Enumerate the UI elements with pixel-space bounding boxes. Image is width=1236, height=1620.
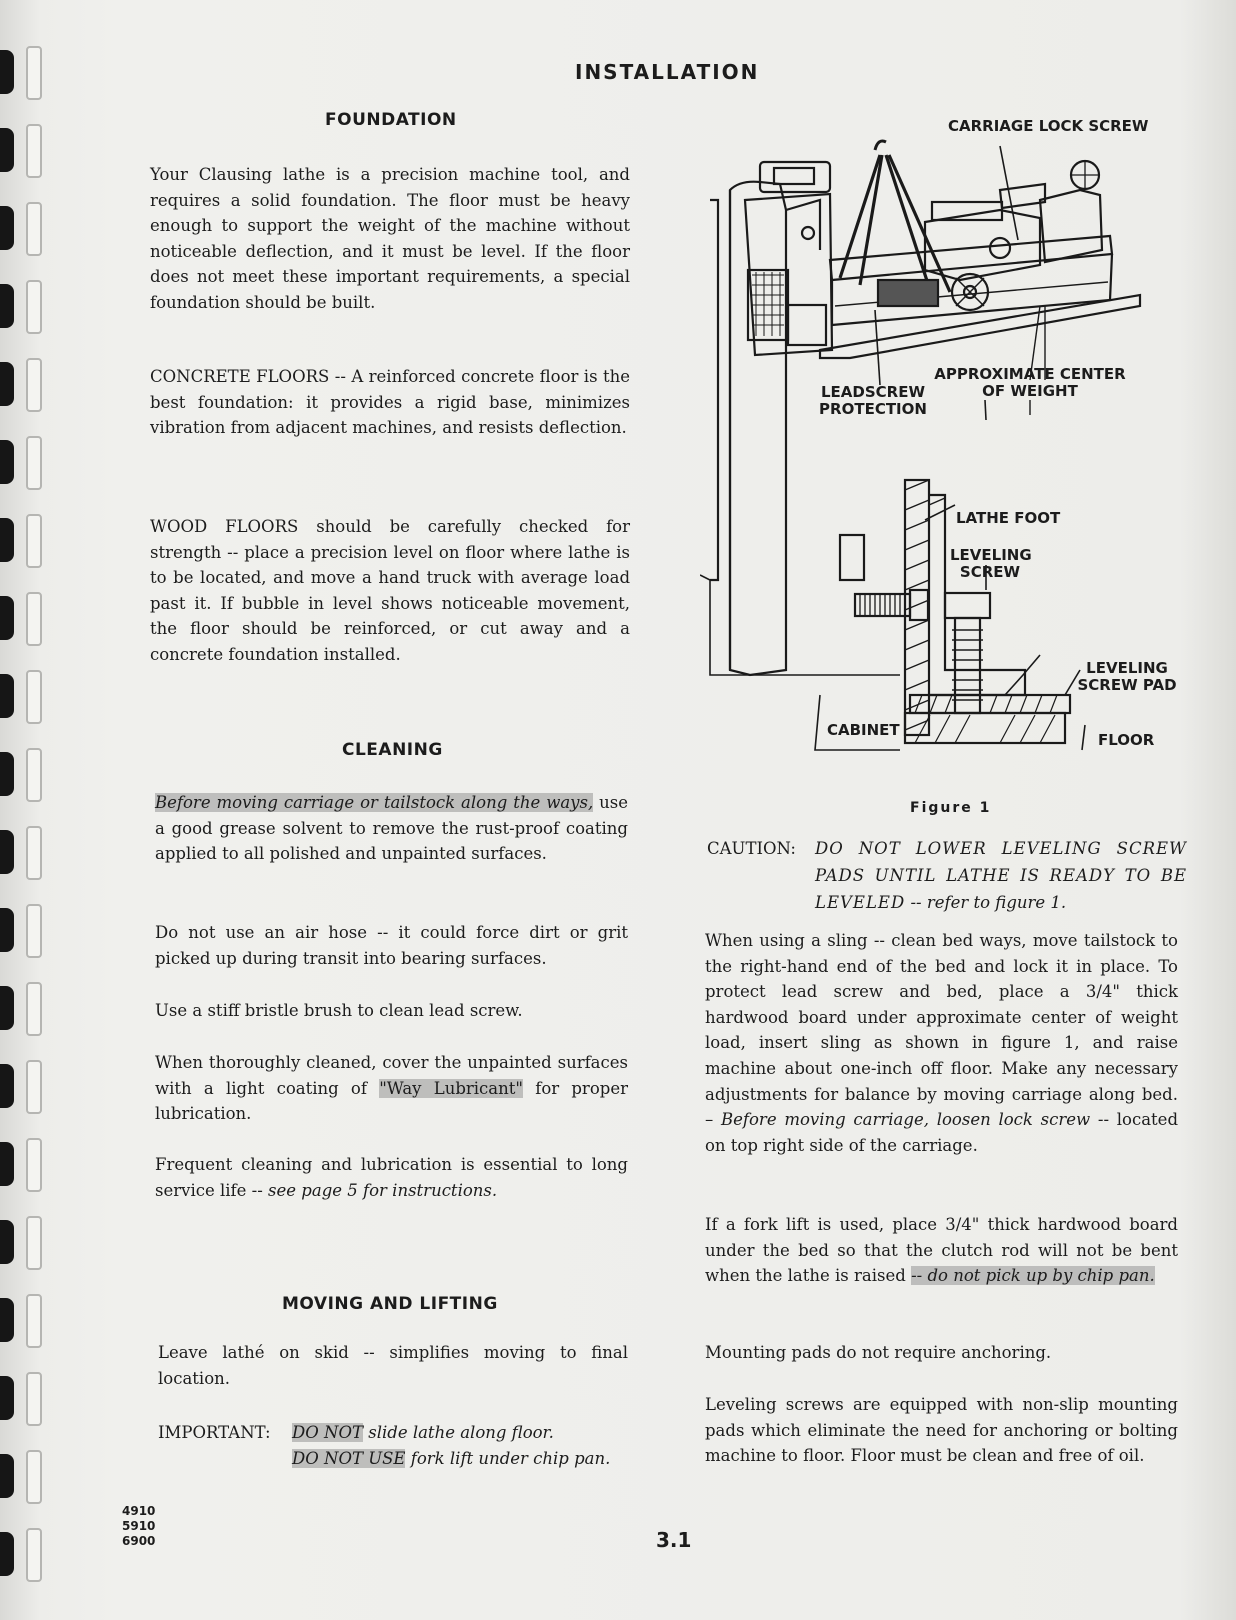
cleaning-p1-rest: use a good grease solvent to remove the rust-proof coating applied to all polished and unpainted surfaces. bbox=[155, 793, 629, 864]
binding-hole bbox=[0, 664, 46, 730]
concrete-floors-text: CONCRETE FLOORS -- A reinforced concrete floor is the best foundation: it provides a rigid base, minimizes vibration from adjacent machines, and resists deflection. bbox=[150, 367, 630, 438]
binding-hole bbox=[0, 586, 46, 652]
sling-text: When using a sling -- clean bed ways, move tailstock to the right-hand end of the bed and lock it in place. To protect lead screw and bed, place a 3/4" thick hardwood board under approximate center of weight load, insert sling as shown in figure 1, and raise machine about one-inch off floor. Make any necessary adjustments for balance by moving carriage along bed. – bbox=[705, 931, 1178, 1130]
important-note bbox=[158, 1420, 638, 1471]
fork-lift-text: If a fork lift is used, place 3/4" thick hardwood board under the bed so that the clutch rod will not be bent when the lathe is raised bbox=[705, 1215, 1178, 1286]
label-leveling-screw-pad: LEVELING SCREW PAD bbox=[1077, 659, 1177, 694]
cleaning-p4-start: When thoroughly cleaned, cover the unpainted surfaces with a light coating of bbox=[155, 1053, 628, 1098]
do-not-highlight: DO NOT bbox=[292, 1423, 363, 1442]
cleaning-p5-start: Frequent cleaning and lubrication is essential to long service life -- bbox=[155, 1155, 628, 1200]
moving-paragraph bbox=[158, 1340, 628, 1391]
label-cabinet: CABINET bbox=[827, 721, 900, 739]
page-number: 3.1 bbox=[656, 1528, 692, 1552]
binding-hole bbox=[0, 1288, 46, 1354]
caution-label: CAUTION: bbox=[707, 839, 796, 858]
binding-hole bbox=[0, 1522, 46, 1588]
way-lubricant-highlight: "Way Lubricant" bbox=[379, 1078, 523, 1098]
wood-floors-paragraph bbox=[150, 514, 630, 668]
binding-hole bbox=[0, 118, 46, 184]
cleaning-p2-text: Do not use an air hose -- it could force dirt or grit picked up during transit into bearing surfaces. bbox=[155, 923, 628, 968]
model-codes bbox=[122, 1504, 155, 1549]
mounting-paragraph bbox=[705, 1340, 1178, 1366]
important-label: IMPORTANT: bbox=[158, 1423, 271, 1442]
caution-ref: -- refer to figure 1. bbox=[905, 893, 1067, 912]
binding-hole bbox=[0, 1132, 46, 1198]
label-carriage-lock-screw: CARRIAGE LOCK SCREW bbox=[948, 117, 1149, 135]
model-code: 6900 bbox=[122, 1534, 156, 1548]
moving-heading: MOVING AND LIFTING bbox=[282, 1294, 498, 1314]
binding-hole bbox=[0, 742, 46, 808]
caution-text: DO NOT LOWER LEVELING SCREW PADS UNTIL LATHE IS READY TO BE LEVELED bbox=[815, 839, 1187, 912]
label-center-of-weight: APPROXIMATE CENTER OF WEIGHT bbox=[934, 365, 1126, 400]
fork-lift-paragraph bbox=[705, 1212, 1178, 1289]
highlighted-warning: Before moving carriage or tailstock along the ways, bbox=[155, 793, 594, 812]
binding-hole bbox=[0, 898, 46, 964]
binding-hole bbox=[0, 1366, 46, 1432]
cleaning-p3-text: Use a stiff bristle brush to clean lead screw. bbox=[155, 1001, 523, 1020]
binding-hole bbox=[0, 196, 46, 262]
sling-end: -- located on top right side of the carriage. bbox=[705, 1110, 1178, 1155]
label-lathe-foot: LATHE FOOT bbox=[956, 509, 1061, 527]
label-leveling-screw: LEVELING SCREW bbox=[950, 546, 1032, 581]
cleaning-paragraph-4 bbox=[155, 1050, 628, 1127]
model-code: 4910 bbox=[122, 1504, 156, 1518]
binding-hole bbox=[0, 820, 46, 886]
label-leadscrew-protection: LEADSCREW PROTECTION bbox=[819, 383, 927, 418]
concrete-floors-paragraph bbox=[150, 364, 630, 441]
leveling-text: Leveling screws are equipped with non-slip mounting pads which eliminate the need for anchoring or bolting machine to floor. Floor must be clean and free of oil. bbox=[705, 1395, 1178, 1466]
important-line-1: slide lathe along floor. bbox=[362, 1423, 554, 1442]
sling-paragraph bbox=[705, 928, 1178, 1158]
cleaning-paragraph-2 bbox=[155, 920, 628, 971]
cleaning-paragraph-3 bbox=[155, 998, 628, 1024]
cleaning-paragraph-5 bbox=[155, 1152, 628, 1203]
chip-pan-warning: -- do not pick up by chip pan. bbox=[911, 1266, 1155, 1286]
binding-hole bbox=[0, 40, 46, 106]
foundation-intro-text: Your Clausing lathe is a precision machine tool, and requires a solid foundation. The floor must be heavy enough to support the weight of the machine without noticeable deflection, and it must be level. If the floor does not meet these important requirements, a special foundation should be built. bbox=[150, 165, 630, 312]
page-title: INSTALLATION bbox=[575, 60, 760, 84]
cleaning-paragraph-1 bbox=[155, 790, 628, 867]
do-not-use-highlight: DO NOT USE bbox=[292, 1448, 406, 1468]
binding-hole bbox=[0, 1444, 46, 1510]
cleaning-p5-ref: see page 5 for instructions. bbox=[268, 1180, 498, 1200]
foundation-heading: FOUNDATION bbox=[325, 110, 457, 130]
foundation-intro bbox=[150, 162, 630, 316]
binding-hole bbox=[0, 352, 46, 418]
binding-hole bbox=[0, 274, 46, 340]
sling-italic: Before moving carriage, loosen lock screw bbox=[721, 1110, 1091, 1130]
moving-p1-text: Leave lathé on skid -- simplifies moving to final location. bbox=[158, 1343, 628, 1388]
model-code: 5910 bbox=[122, 1519, 156, 1533]
leveling-paragraph bbox=[705, 1392, 1178, 1469]
figure-caption: Figure 1 bbox=[910, 800, 992, 816]
cleaning-heading: CLEANING bbox=[342, 740, 443, 760]
important-line-2: fork lift under chip pan. bbox=[405, 1448, 611, 1468]
label-floor: FLOOR bbox=[1098, 731, 1155, 749]
binding-hole bbox=[0, 508, 46, 574]
cleaning-p4-end: for proper lubrication. bbox=[155, 1078, 628, 1124]
figure-1-lathe-diagram bbox=[700, 110, 1190, 780]
binding-hole bbox=[0, 1210, 46, 1276]
mounting-text: Mounting pads do not require anchoring. bbox=[705, 1343, 1052, 1362]
spiral-binding bbox=[0, 40, 50, 1600]
binding-hole bbox=[0, 1054, 46, 1120]
wood-floors-text: WOOD FLOORS should be carefully checked for strength -- place a precision level on floor where lathe is to be located, and move a hand truck with average load past it. If bubble in level shows noticeable movement, the floor should be reinforced, or cut away and a concrete foundation installed. bbox=[150, 517, 630, 664]
binding-hole bbox=[0, 976, 46, 1042]
binding-hole bbox=[0, 430, 46, 496]
